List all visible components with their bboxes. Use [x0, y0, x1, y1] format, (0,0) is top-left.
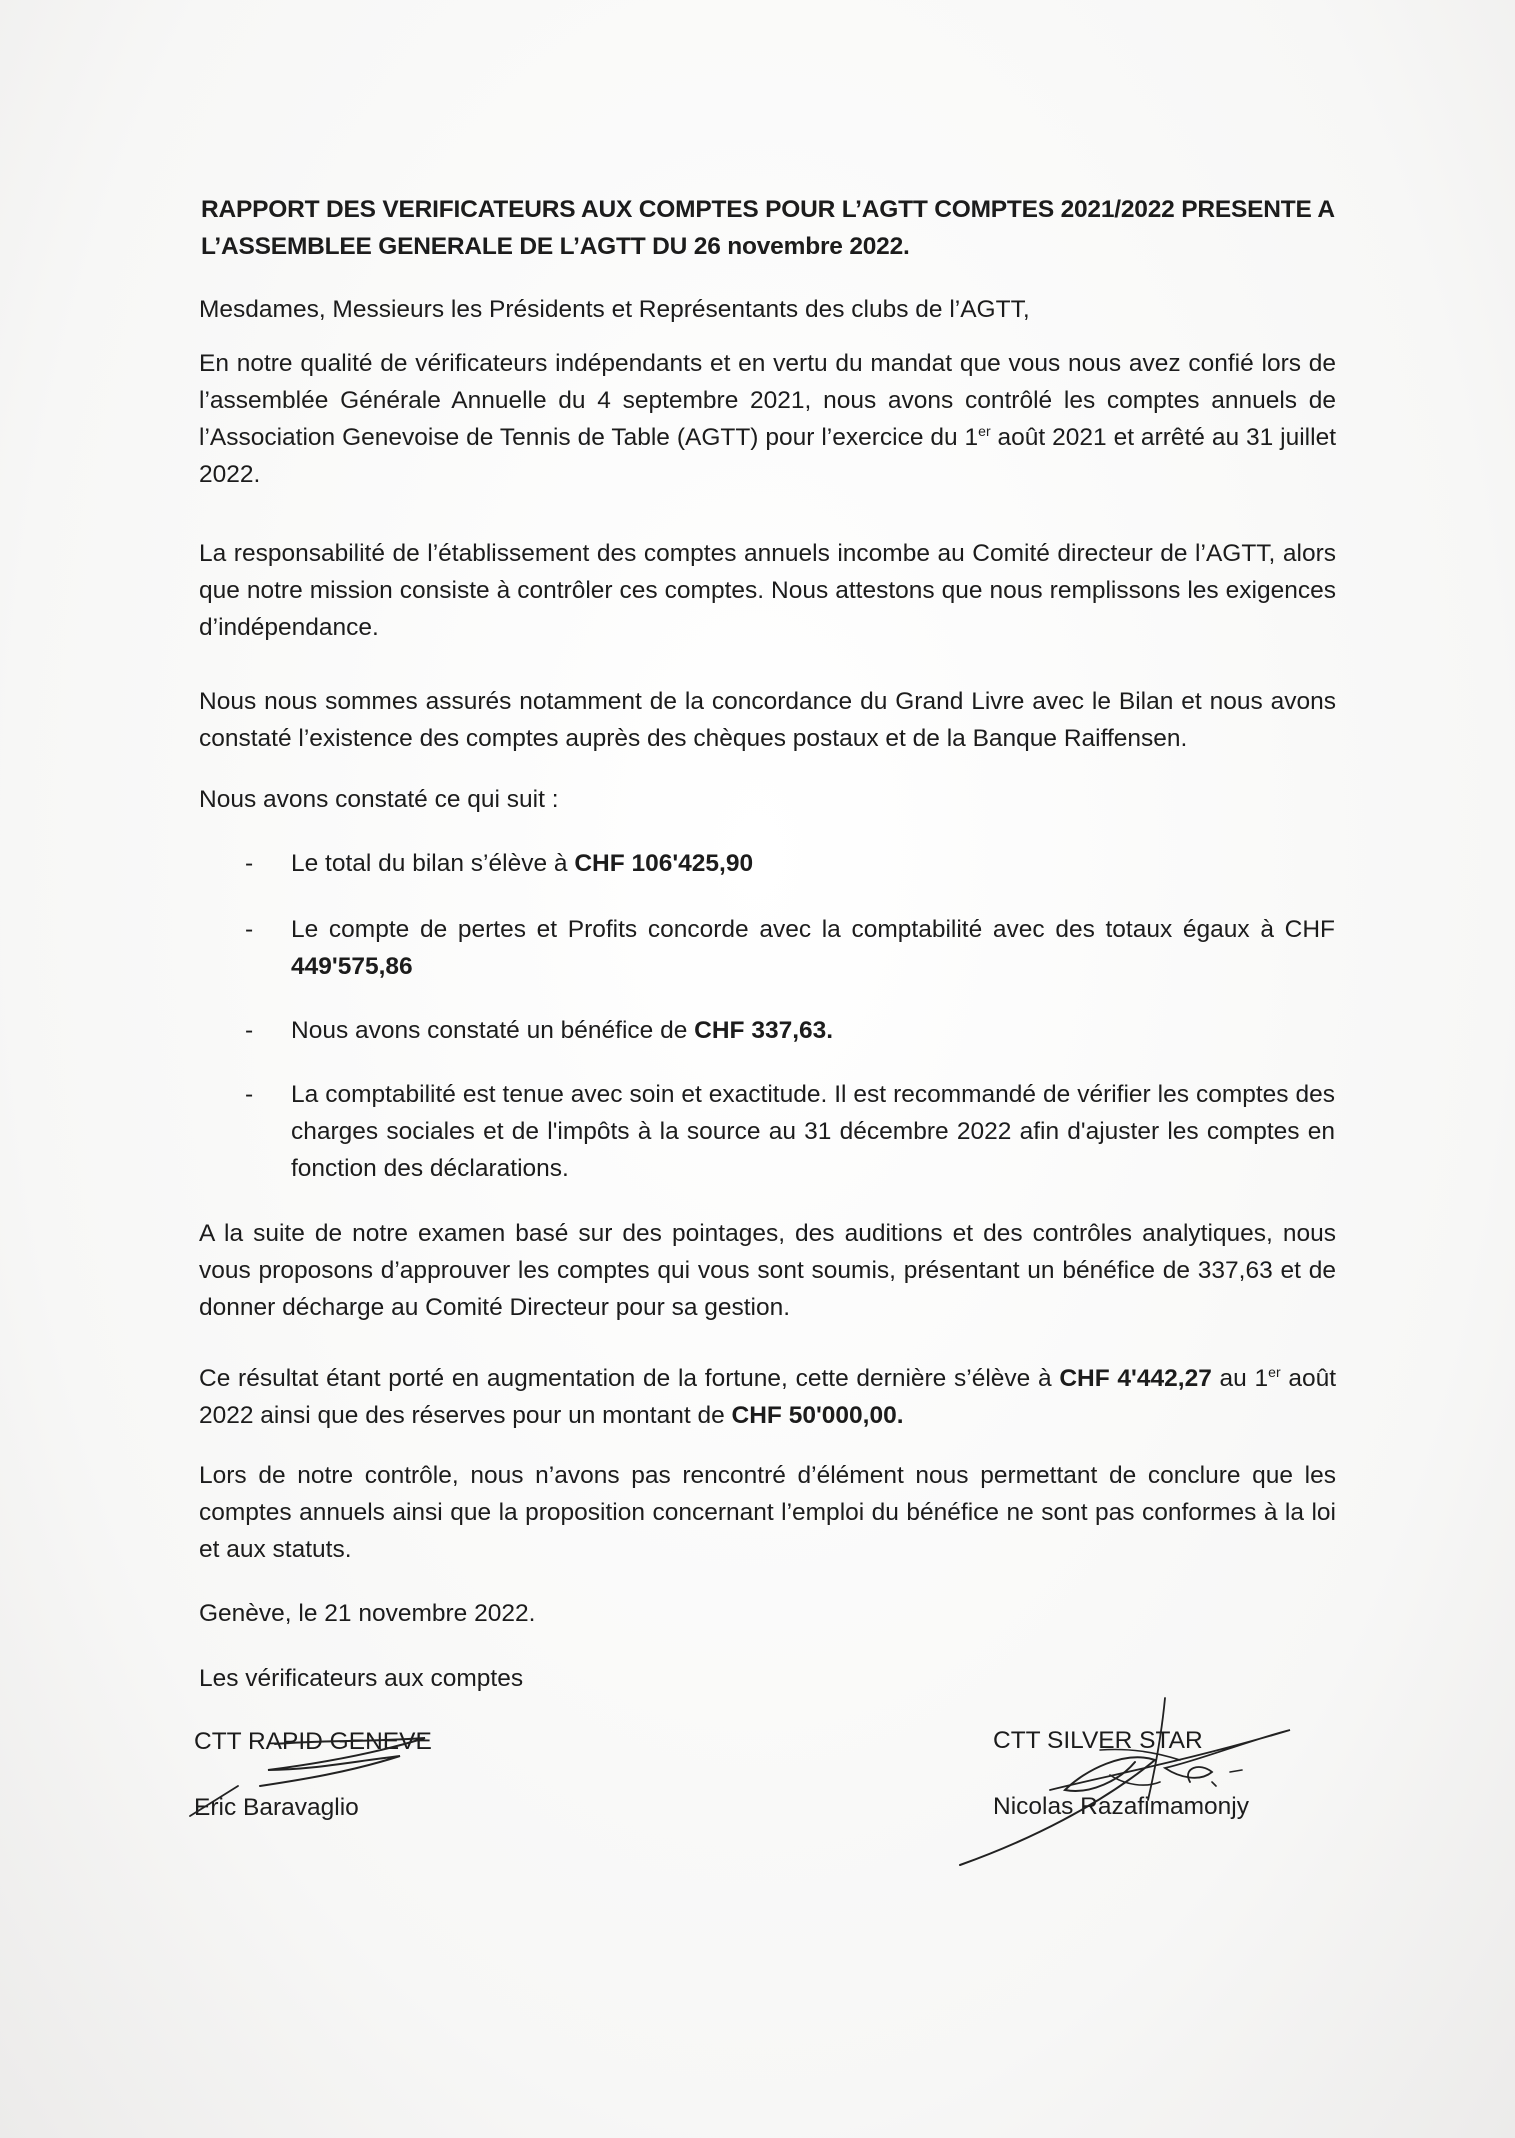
- signatory-left-club: CTT RAPID GENEVE: [194, 1728, 432, 1755]
- paragraph-fortune-text-c: août 2022 ainsi que des réserves pour un montant de: [199, 1365, 1337, 1429]
- list-item-plain: Le total du bilan s’élève à: [291, 850, 575, 877]
- list-dash: -: [245, 850, 254, 877]
- paragraph-mandate: [199, 345, 1336, 493]
- list-item-text: [291, 1012, 1335, 1049]
- list-item-amount: CHF 337,63.: [694, 1017, 834, 1044]
- list-dash: -: [245, 916, 254, 943]
- paragraph-findings-intro: Nous avons constaté ce qui suit :: [199, 786, 559, 813]
- paragraph-proposal: A la suite de notre examen basé sur des pointages, des auditions et des contrôles analytiques, nous vous proposons d’approuver les comptes qui vous sont soumis, présentant un bénéfice de 337,63 et de donner décharge au Comité Directeur pour sa gestion.: [199, 1220, 1336, 1321]
- signatories-label: Les vérificateurs aux comptes: [199, 1665, 524, 1692]
- list-item-amount: CHF 106'425,90: [574, 850, 754, 877]
- list-item: [245, 845, 1335, 882]
- signature-left-icon: [180, 1720, 480, 1840]
- list-item-plain: La comptabilité est tenue avec soin et exactitude. Il est recommandé de vérifier les comptes des charges sociales et de l'impôts à la source au 31 décembre 2022 afin d'ajuster les comptes en fonction des déclarations.: [291, 1081, 1335, 1182]
- list-item-text: [291, 845, 1335, 882]
- list-item-text: [291, 1076, 1335, 1187]
- list-item: [245, 911, 1335, 985]
- paragraph-concordance: Nous nous sommes assurés notamment de la concordance du Grand Livre avec le Bilan et nous avons constaté l’existence des comptes auprès des chèques postaux et de la Banque Raiffensen.: [199, 688, 1336, 752]
- list-item-amount: 449'575,86: [291, 953, 413, 980]
- paragraph-responsibility: La responsabilité de l’établissement des comptes annuels incombe au Comité directeur de l’AGTT, alors que notre mission consiste à contrôler ces comptes. Nous attestons que nous remplissons les exigences d’indépendance.: [199, 540, 1336, 641]
- paragraph-fortune-text-b: au 1: [1211, 1365, 1269, 1392]
- list-dash: -: [245, 1017, 254, 1044]
- reserves-amount: CHF 50'000,00.: [731, 1402, 904, 1429]
- superscript-er: er: [1268, 1363, 1281, 1380]
- signatory-left-name: Eric Baravaglio: [194, 1794, 359, 1821]
- list-item-text: [291, 911, 1335, 985]
- superscript-er: er: [978, 422, 991, 439]
- signature-right-icon: [950, 1690, 1310, 1880]
- title-line-1: RAPPORT DES VERIFICATEURS AUX COMPTES POUR L’AGTT COMPTES 2021/2022 PRESENTE A: [201, 196, 1335, 223]
- place-and-date: Genève, le 21 novembre 2022.: [199, 1600, 536, 1627]
- salutation: Mesdames, Messieurs les Présidents et Représentants des clubs de l’AGTT,: [199, 296, 1030, 323]
- paragraph-conclusion: Lors de notre contrôle, nous n’avons pas rencontré d’élément nous permettant de conclure que les comptes annuels ainsi que la proposition concernant l’emploi du bénéfice ne sont pas conformes à la loi et aux statuts.: [199, 1462, 1336, 1563]
- title-line-2: L’ASSEMBLEE GENERALE DE L’AGTT DU 26 novembre 2022.: [201, 233, 910, 260]
- list-item-plain: Le compte de pertes et Profits concorde avec la comptabilité avec des totaux égaux à CHF: [291, 916, 1335, 943]
- list-dash: -: [245, 1081, 254, 1108]
- signatory-right-club: CTT SILVER STAR: [993, 1727, 1203, 1754]
- list-item-plain: Nous avons constaté un bénéfice de: [291, 1017, 695, 1044]
- paragraph-fortune: [199, 1360, 1336, 1434]
- document-title: [201, 191, 1341, 265]
- fortune-amount: CHF 4'442,27: [1059, 1365, 1212, 1392]
- list-item: [245, 1012, 1335, 1049]
- paragraph-mandate-text-b: août 2021 et arrêté au 31 juillet 2022.: [199, 424, 1337, 488]
- paragraph-mandate-text-a: En notre qualité de vérificateurs indépendants et en vertu du mandat que vous nous avez confié lors de l’assemblée Générale Annuelle du 4 septembre 2021, nous avons contrôlé les comptes annuels de l’Association Genevoise de Tennis de Table (AGTT) pour l’exercice du 1: [199, 350, 1336, 451]
- signatory-right-name: Nicolas Razafimamonjy: [993, 1793, 1249, 1820]
- list-item: [245, 1076, 1335, 1187]
- paragraph-fortune-text-a: Ce résultat étant porté en augmentation de la fortune, cette dernière s’élève à: [199, 1365, 1060, 1392]
